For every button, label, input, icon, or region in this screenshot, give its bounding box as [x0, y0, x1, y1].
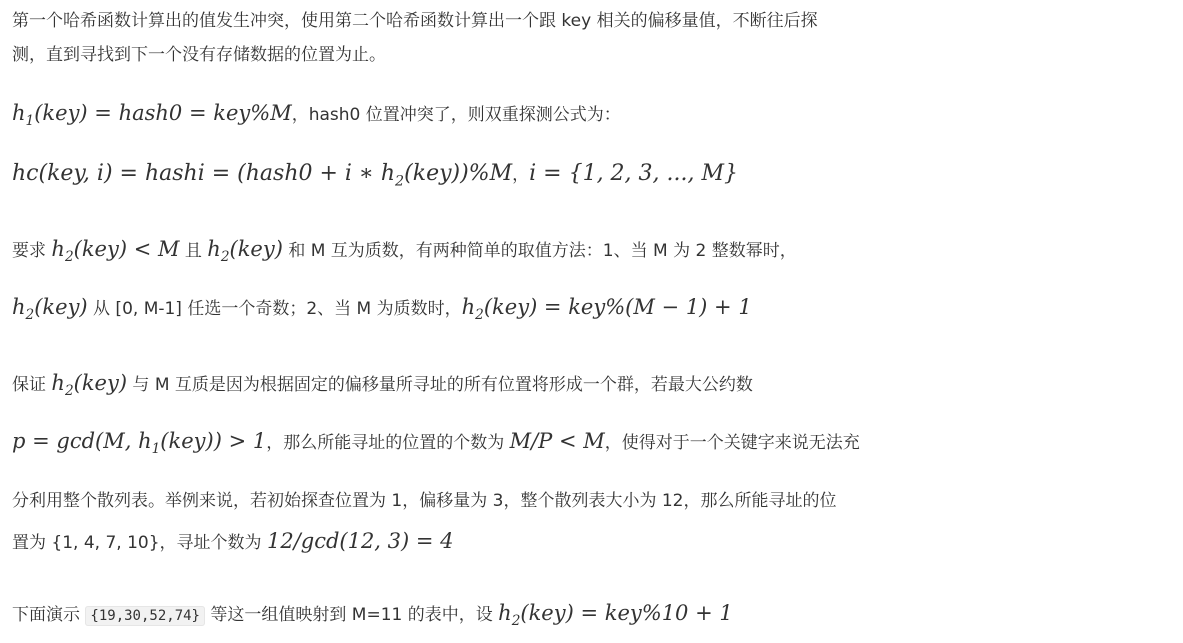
separator: ， — [512, 165, 530, 185]
paragraph-line: 下面演示 {19,30,52,74} 等这一组值映射到 M=11 的表中，设 $h_2(key) = key\%10 + 1$ — [12, 601, 733, 630]
paragraph-line: 保证 $h_2(key)$ 与 M 互质是因为根据固定的偏移量所寻址的所有位置将形成一个群，若最大公约数 — [12, 371, 753, 400]
math-formula: $h_1(key)$ = hash0 = key%M — [12, 101, 292, 130]
paragraph-line: p = gcd(M, $h_1(key)) > 1$，那么所能寻址的位置的个数为 M/P < M，使得对于一个关键字来说无法充 — [12, 429, 860, 458]
math-formula: i = {1, 2, 3, ..., M} — [529, 161, 739, 186]
formula-h1-line — [12, 100, 621, 129]
paragraph-line: 测，直到寻找到下一个没有存储数据的位置为止。 — [12, 45, 386, 65]
math-formula: hc(key, i) = hashi = (hash0 + i ∗ $h_2(key))\%M$ — [12, 161, 513, 190]
paragraph-line: $h_2(key)$ 从 [0, M-1] 任选一个奇数；2、当 M 为质数时，$h_2(key) = key\%(M - 1) + 1$ — [12, 295, 752, 324]
formula-text: ，hash0 位置冲突了，则双重探测公式为： — [291, 105, 621, 125]
formula-hc-line — [12, 160, 738, 189]
inline-code: {19,30,52,74} — [85, 606, 205, 626]
paragraph-line: 置为 {1, 4, 7, 10}，寻址个数为 12/gcd(12, 3) = 4 — [12, 529, 454, 553]
paragraph-line: 分利用整个散列表。举例来说，若初始探查位置为 1，偏移量为 3，整个散列表大小为 12，那么所能寻址的位 — [12, 491, 837, 511]
paragraph-line: 第一个哈希函数计算出的值发生冲突，使用第二个哈希函数计算出一个跟 key 相关的偏移量值，不断往后探 — [12, 11, 818, 31]
paragraph-line: 要求 $h_2(key) < M$ 且 $h_2(key)$ 和 M 互为质数，有两种简单的取值方法：1、当 M 为 2 整数幂时， — [12, 237, 797, 266]
